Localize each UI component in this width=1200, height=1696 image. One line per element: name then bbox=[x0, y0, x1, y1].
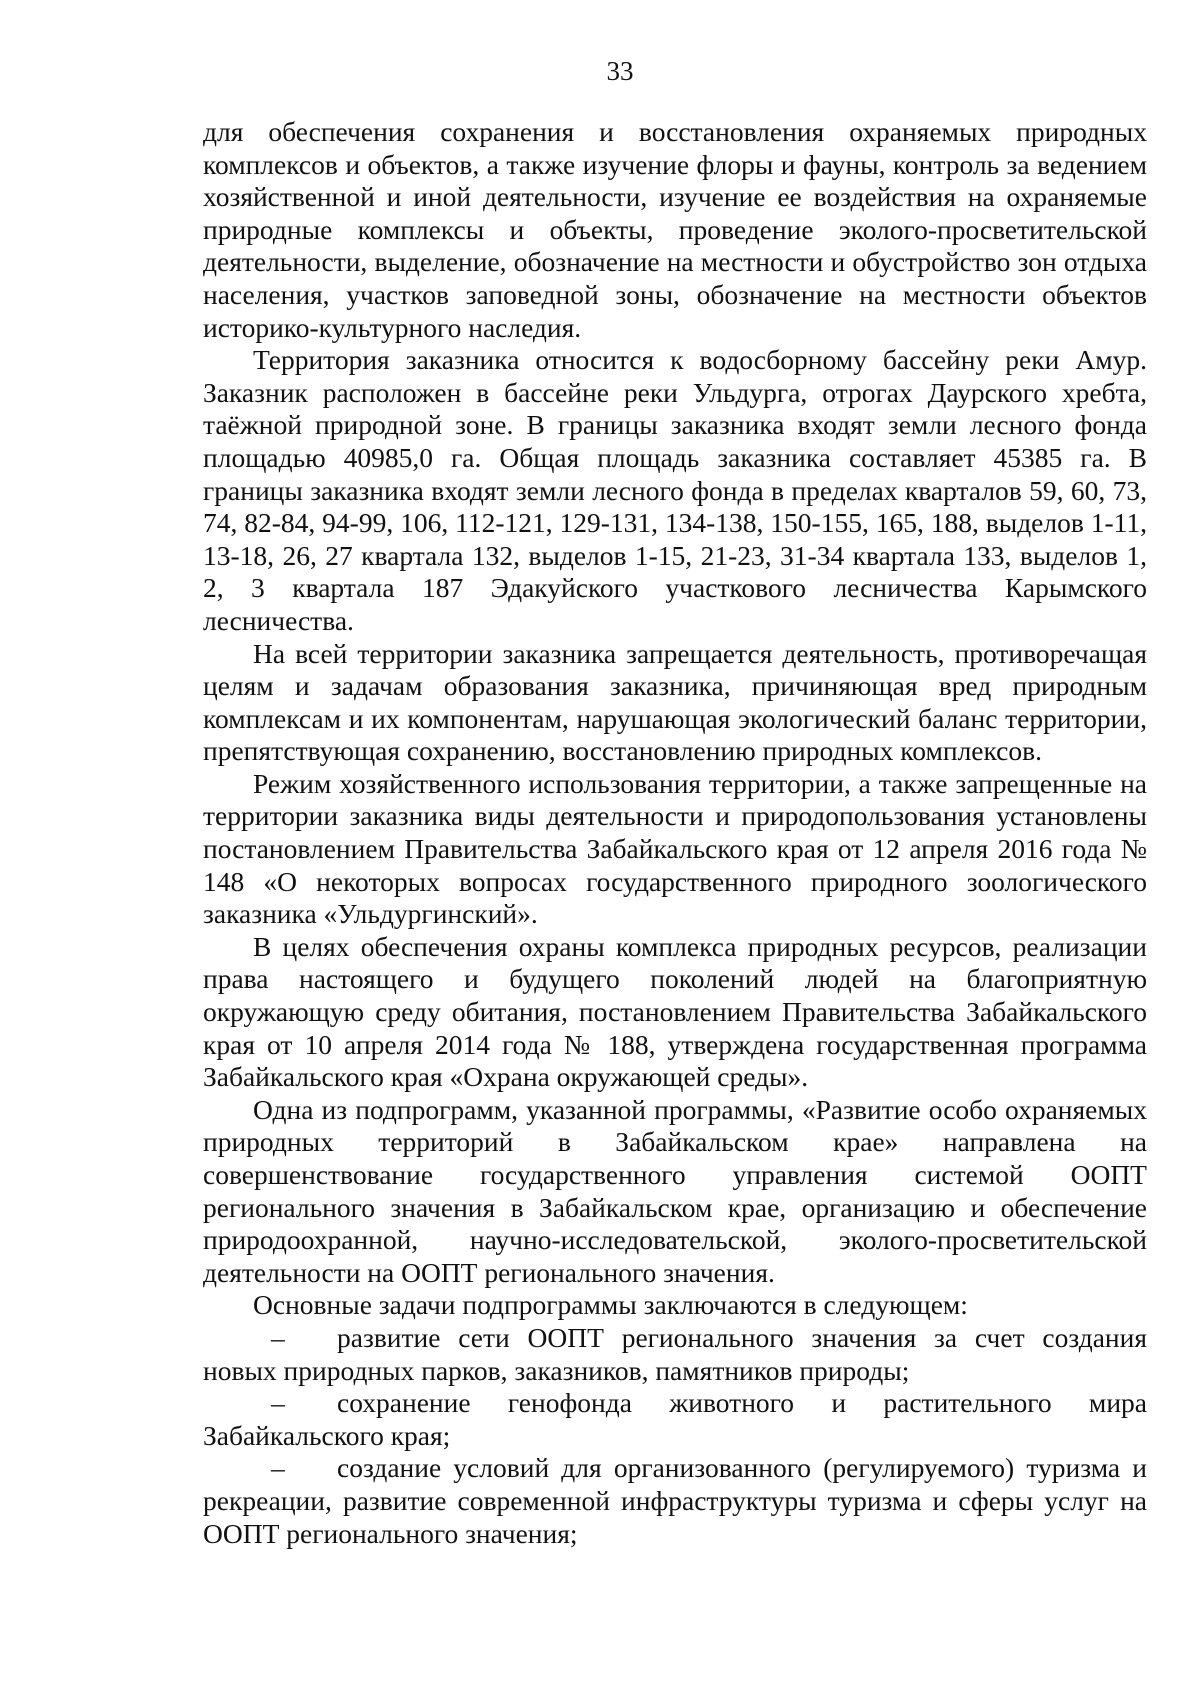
paragraph-program: В целях обеспечения охраны комплекса природных ресурсов, реализации права настоящего и будущего поколений людей на благоприятную окружающую среду обитания, постановлением Правительства Забайкальского края от 10 апреля 2014 года № 188, утверждена государственная программа Забайкальского края «Охрана окружающей среды». bbox=[203, 930, 1147, 1093]
list-item bbox=[203, 1452, 1147, 1550]
list-item-text: создание условий для организованного (регулируемого) туризма и рекреации, развитие современной инфраструктуры туризма и сферы услуг на ООПТ регионального значения; bbox=[203, 1452, 1147, 1549]
paragraph-territory: Территория заказника относится к водосборному бассейну реки Амур. Заказник расположен в бассейне реки Ульдурга, отрогах Даурского хребта, таёжной природной зоне. В границы заказника входят земли лесного фонда площадью 40985,0 га. Общая площадь заказника составляет 45385 га. В границы заказника входят земли лесного фонда в пределах кварталов 59, 60, 73, 74, 82-84, 94-99, 106, 112-121, 129-131, 134-138, 150-155, 165, 188, выделов 1-11, 13-18, 26, 27 квартала 132, выделов 1-15, 21-23, 31-34 квартала 133, выделов 1, 2, 3 квартала 187 Эдакуйского участкового лесничества Карымского лесничества. bbox=[203, 344, 1147, 636]
list-item-text: развитие сети ООПТ регионального значения за счет создания новых природных парков, заказников, памятников природы; bbox=[203, 1321, 1147, 1386]
document-body bbox=[203, 116, 1147, 1550]
list-item bbox=[203, 1387, 1147, 1452]
list-item-text: сохранение генофонда животного и растительного мира Забайкальского края; bbox=[203, 1387, 1147, 1451]
list-marker: – bbox=[271, 1452, 285, 1484]
paragraph-regime: Режим хозяйственного использования территории, а также запрещенные на территории заказника виды деятельности и природопользования установлены постановлением Правительства Забайкальского края от 12 апреля 2016 года № 148 «О некоторых вопросах государственного природного зоологического заказника «Ульдургинский». bbox=[203, 767, 1147, 930]
paragraph-prohibition: На всей территории заказника запрещается деятельность, противоречащая целям и задачам образования заказника, причиняющая вред природным комплексам и их компонентам, нарушающая экологический баланс территории, препятствующая сохранению, восстановлению природных комплексов. bbox=[203, 637, 1147, 767]
list-marker: – bbox=[271, 1387, 285, 1419]
list-item bbox=[203, 1322, 1147, 1387]
paragraph-tasks-intro: Основные задачи подпрограммы заключаются в следующем: bbox=[253, 1289, 968, 1321]
list-marker: – bbox=[271, 1321, 285, 1353]
paragraph-continuation: для обеспечения сохранения и восстановления охраняемых природных комплексов и объектов, а также изучение флоры и фауны, контроль за ведением хозяйственной и иной деятельности, изучение ее воздействия на охраняемые природные комплексы и объекты, проведение эколого-просветительской деятельности, выделение, обозначение на местности и обустройство зон отдыха населения, участков заповедной зоны, обозначение на местности объектов историко-культурного наследия. bbox=[203, 116, 1147, 343]
page-number: 33 bbox=[606, 56, 634, 86]
paragraph-subprogram: Одна из подпрограмм, указанной программы, «Развитие особо охраняемых природных территорий в Забайкальском крае» направлена на совершенствование государственного управления системой ООПТ регионального значения в Забайкальском крае, организацию и обеспечение природоохранной, научно-исследовательской, эколого-просветительской деятельности на ООПТ регионального значения. bbox=[203, 1093, 1147, 1288]
